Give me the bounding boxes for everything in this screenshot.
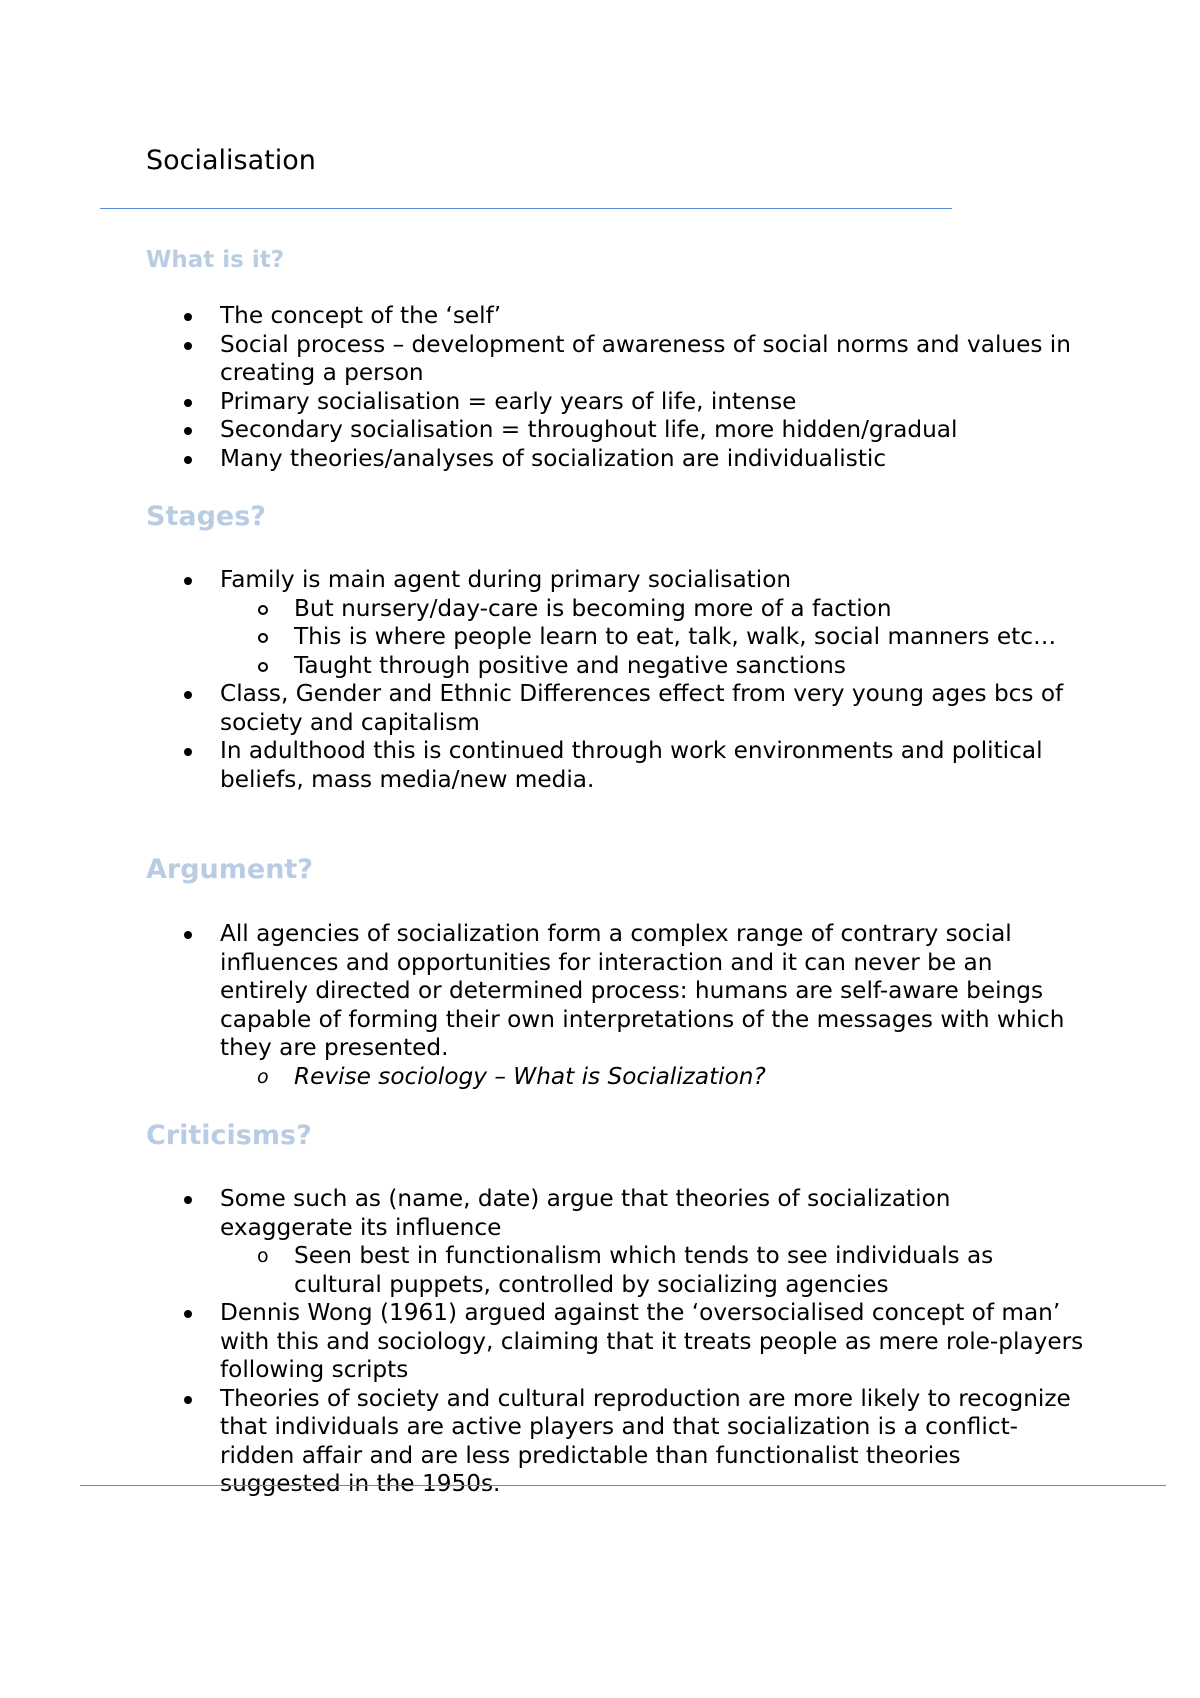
sub-list (220, 1242, 1086, 1299)
section-heading-what: What is it? (146, 247, 285, 273)
list-item: Secondary socialisation = throughout life, more hidden/gradual (146, 416, 1086, 445)
list-item: The concept of the ‘self’ (146, 302, 1086, 331)
sub-list-item: Taught through positive and negative sanctions (220, 652, 1086, 681)
list-item: Social process – development of awareness of social norms and values in creating a person (146, 331, 1086, 388)
sub-list-item: o Revise sociology – What is Socialization? (220, 1063, 1086, 1092)
list-item: Many theories/analyses of socialization are individualistic (146, 445, 1086, 474)
list-item-text: Family is main agent during primary socialisation (220, 566, 792, 593)
page-title: Socialisation (146, 145, 316, 176)
section-heading-stages: Stages? (146, 501, 266, 532)
list-item (146, 920, 1086, 1091)
criticisms-list (146, 1185, 1086, 1499)
argument-list (146, 920, 1086, 1091)
what-list (146, 302, 1086, 473)
section-heading-argument: Argument? (146, 854, 313, 885)
section-heading-criticisms: Criticisms? (146, 1120, 312, 1151)
sub-list-item: o Seen best in functionalism which tends to see individuals as cultural puppets, controlled by socializing agencies (220, 1242, 1086, 1299)
list-item-text: Some such as (name, date) argue that theories of socialization exaggerate its influence (220, 1185, 951, 1241)
title-divider (100, 208, 952, 209)
sub-list (220, 1063, 1086, 1092)
list-item (146, 1185, 1086, 1299)
footer-divider (80, 1485, 1166, 1486)
sub-list-item: But nursery/day-care is becoming more of a faction (220, 595, 1086, 624)
stages-list (146, 566, 1086, 794)
sub-list-item: This is where people learn to eat, talk, walk, social manners etc… (220, 623, 1086, 652)
list-item: Primary socialisation = early years of life, intense (146, 388, 1086, 417)
list-item: In adulthood this is continued through work environments and political beliefs, mass media/new media. (146, 737, 1086, 794)
list-item (146, 566, 1086, 680)
list-item: Class, Gender and Ethnic Differences effect from very young ages bcs of society and capitalism (146, 680, 1086, 737)
sub-list (220, 595, 1086, 681)
list-item: Dennis Wong (1961) argued against the ‘oversocialised concept of man’ with this and sociology, claiming that it treats people as mere role-players following scripts (146, 1299, 1086, 1385)
list-item-text: All agencies of socialization form a complex range of contrary social influences and opportunities for interaction and it can never be an entirely directed or determined process: humans are self-aware beings capable of forming their own interpretations of the messages with which they are presented. (220, 920, 1065, 1061)
list-item: Theories of society and cultural reproduction are more likely to recognize that individuals are active players and that socialization is a conflict-ridden affair and are less predictable than functionalist theories suggested in the 1950s. (146, 1385, 1086, 1499)
